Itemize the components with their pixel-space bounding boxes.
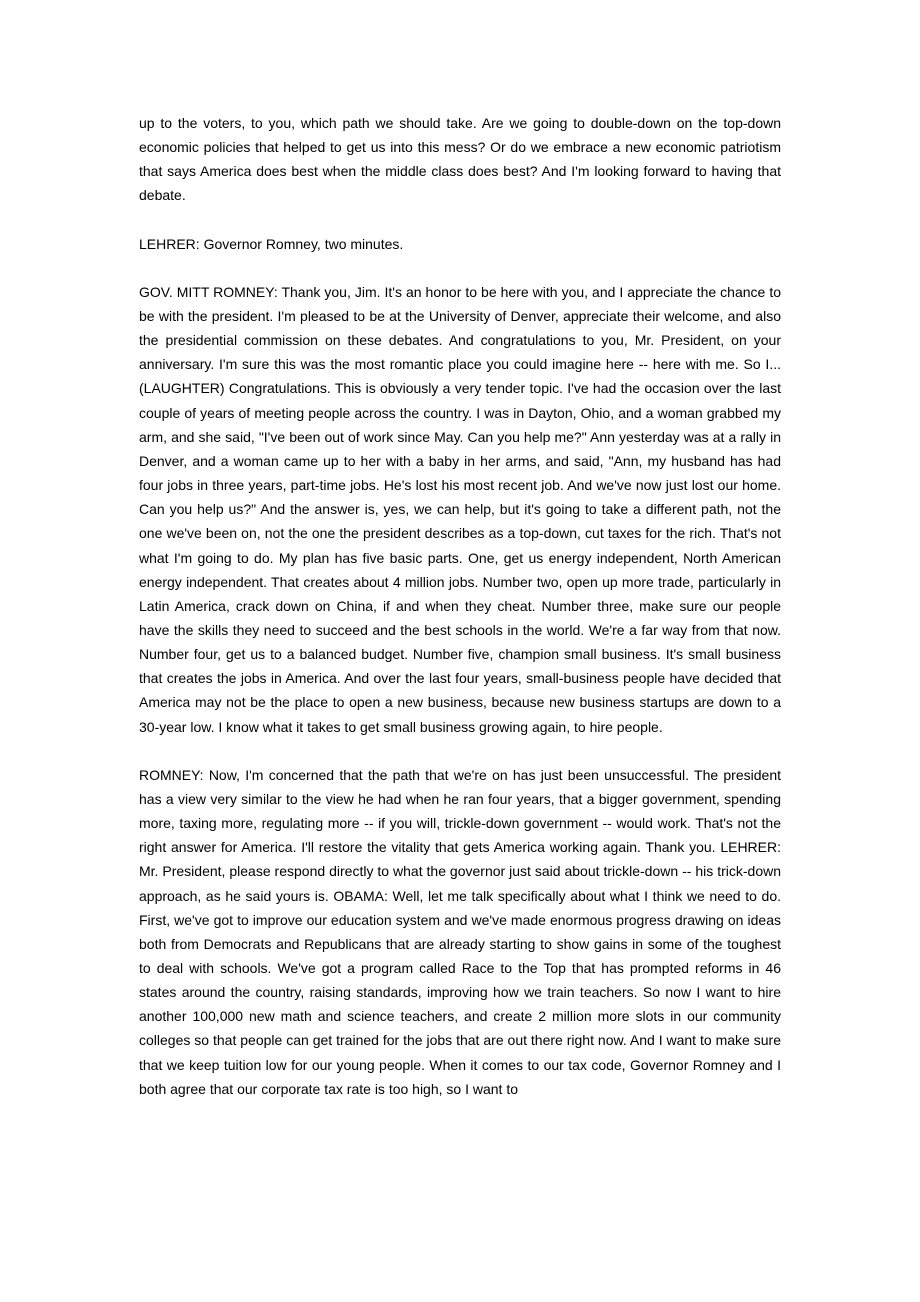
paragraph-obama-closing: up to the voters, to you, which path we should take. Are we going to double-down on the top-down economic policies that helped to get us into this mess? Or do we embrace a new economic patriotism that says America does best when the middle class does best? And I'm looking forward to having that debate. [139,115,781,204]
paragraph-romney-opening: GOV. MITT ROMNEY: Thank you, Jim. It's an honor to be here with you, and I appreciate the chance to be with the president. I'm pleased to be at the University of Denver, appreciate their welcome, and also the presidential commission on these debates. And congratulations to you, Mr. President, on your anniversary. I'm sure this was the most romantic place you could imagine here -- here with me. So I... (LAUGHTER) Congratulations. This is obviously a very tender topic. I've had the occasion over the last couple of years of meeting people across the country. I was in Dayton, Ohio, and a woman grabbed my arm, and she said, "I've been out of work since May. Can you help me?" Ann yesterday was at a rally in Denver, and a woman came up to her with a baby in her arms, and said, "Ann, my husband has had four jobs in three years, part-time jobs. He's lost his most recent job. And we've now just lost our home. Can you help us?" And the answer is, yes, we can help, but it's going to take a different path, not the one we've been on, not the one the president describes as a top-down, cut taxes for the rich. That's not what I'm going to do. My plan has five basic parts. One, get us energy independent, North American energy independent. That creates about 4 million jobs. Number two, open up more trade, particularly in Latin America, crack down on China, if and when they cheat. Number three, make sure our people have the skills they need to succeed and the best schools in the world. We're a far way from that now. Number four, get us to a balanced budget. Number five, champion small business. It's small business that creates the jobs in America. And over the last four years, small-business people have decided that America may not be the place to open a new business, because new business startups are down to a 30-year low. I know what it takes to get small business growing again, to hire people. [139,283,781,735]
paragraph-spacer [139,256,781,280]
paragraph-lehrer-prompt: LEHRER: Governor Romney, two minutes. [139,235,404,252]
paragraph-romney-continued: ROMNEY: Now, I'm concerned that the path that we're on has just been unsuccessful. The president has a view very similar to the view he had when he ran four years, that a bigger government, spending more, taxing more, regulating more -- if you will, trickle-down government -- would work. That's not the right answer for America. I'll restore the vitality that gets America working again. Thank you. LEHRER: Mr. President, please respond directly to what the governor just said about trickle-down -- his trick-down approach, as he said yours is. OBAMA: Well, let me talk specifically about what I think we need to do. First, we've got to improve our education system and we've made enormous progress drawing on ideas both from Democrats and Republicans that are already starting to show gains in some of the toughest to deal with schools. We've got a program called Race to the Top that has prompted reforms in 46 states around the country, raising standards, improving how we train teachers. So now I want to hire another 100,000 new math and science teachers, and create 2 million more slots in our community colleges so that people can get trained for the jobs that are out there right now. And I want to make sure that we keep tuition low for our young people. When it comes to our tax code, Governor Romney and I both agree that our corporate tax rate is too high, so I want to [139,766,781,1097]
paragraph-spacer [139,739,781,763]
paragraph-spacer [139,208,781,232]
document-page [139,111,781,1101]
